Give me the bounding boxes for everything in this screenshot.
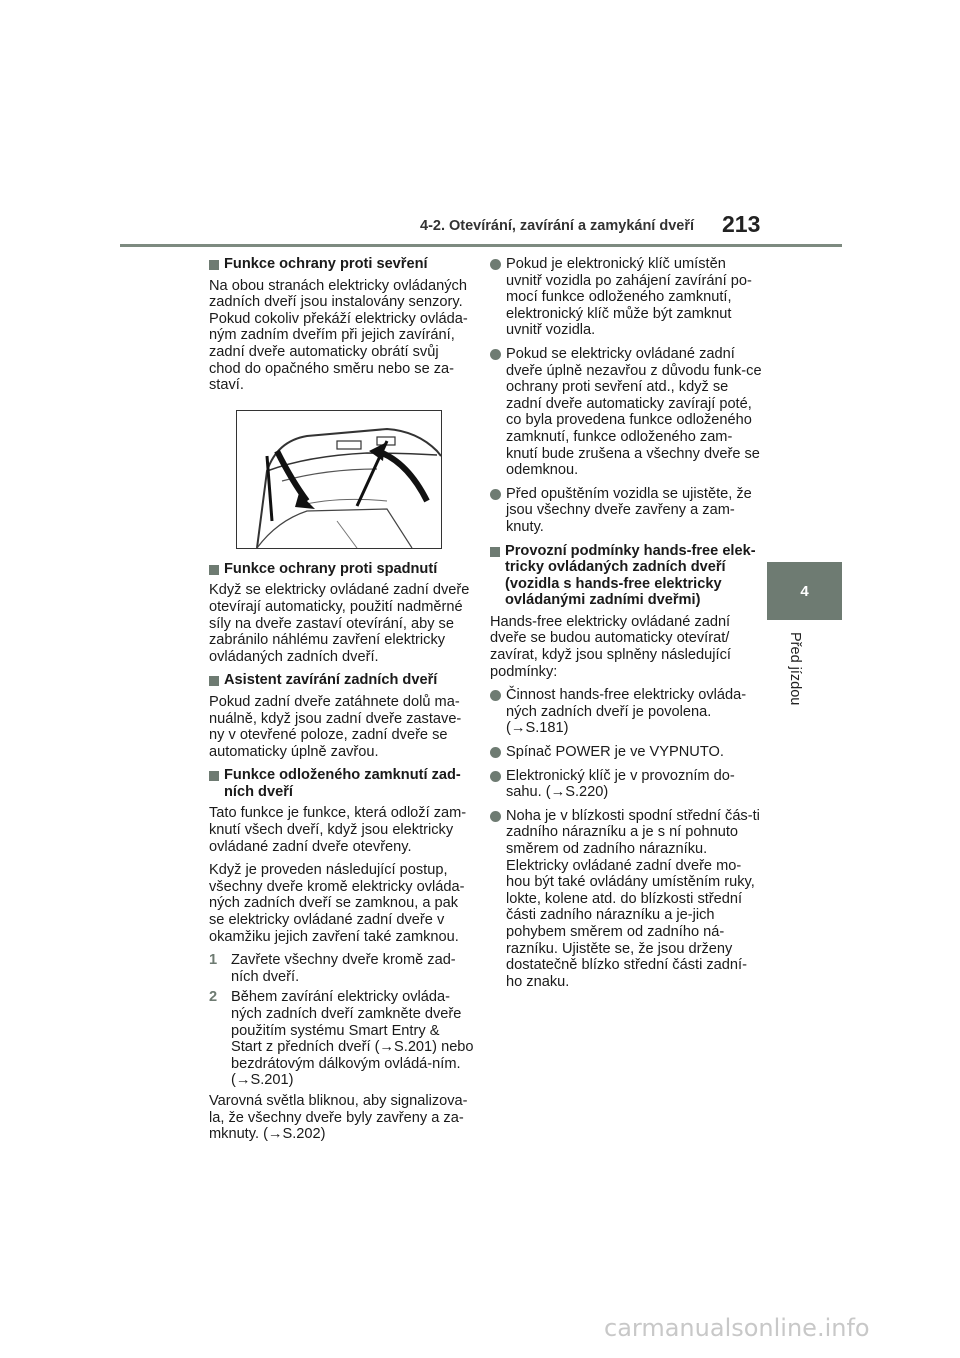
list-item: Spínač POWER je ve VYPNUTO.	[490, 744, 762, 761]
chapter-label: Před jízdou	[787, 632, 803, 706]
circle-bullet-icon	[490, 811, 501, 822]
paragraph: Když je proveden následující postup, všechny dveře kromě elektricky ovláda-ných zadních dveří se zamknou, a pak se elektricky ovládané zadní dveře v okamžiku jejich zavření také zamknou.	[209, 862, 465, 945]
paragraph: Varovná světla bliknou, aby signalizova-la, že všechny dveře byly zavřeny a za-mknuty. (→S.202)	[209, 1092, 468, 1143]
list-item: Noha je v blízkosti spodní střední čás-ti zadního nárazníku a je s ní pohnuto směrem od zadního nárazníku. Elektricky ovládané zadní dveře mo-hou být také ovládány umístěním ruky, lokte, kolene atd. do blízkosti střední části zadního nárazníku a je-jich pohybem směrem od zadního ná-razníku. Ujistěte se, že jsou drženy dostatečně blízko střední části zadní-ho znaku.	[490, 808, 762, 991]
circle-bullet-icon	[490, 349, 501, 360]
circle-bullet-icon	[490, 690, 501, 701]
circle-bullet-icon	[490, 771, 501, 782]
right-column	[490, 256, 762, 997]
section-title: 4-2. Otevírání, zavírání a zamykání dveří	[420, 218, 695, 234]
heading-hands-free-conditions: Provozní podmínky hands-free elek-tricky ovládaných zadních dveří (vozidla s hands-free elektricky ovládanými zadními dveřmi)	[490, 543, 762, 609]
square-bullet-icon	[490, 547, 500, 557]
square-bullet-icon	[209, 260, 219, 270]
watermark: carmanualsonline.info	[604, 1314, 870, 1342]
square-bullet-icon	[209, 771, 219, 781]
chapter-tab	[767, 562, 842, 620]
step-item: 2 Během zavírání elektricky ovláda-ných zadních dveří zamkněte dveře použitím systému Smart Entry & Start z předních dveří (→S.201) nebo bezdrátovým dálkovým ovládá-ním. (→S.201)	[209, 989, 474, 1089]
list-item: Elektronický klíč je v provozním do-sahu. (→S.220)	[490, 768, 762, 801]
header-divider	[120, 244, 842, 247]
list-item: Činnost hands-free elektricky ovláda-ných zadních dveří je povolena. (→S.181)	[490, 687, 762, 737]
heading-pinch-protection: Funkce ochrany proti sevření	[209, 256, 474, 273]
page-number: 213	[722, 211, 761, 237]
square-bullet-icon	[209, 565, 219, 575]
paragraph: Hands-free elektricky ovládané zadní dveře se budou automaticky otevírat/ zavírat, když jsou splněny následující podmínky:	[490, 613, 731, 680]
heading-fall-protection: Funkce ochrany proti spadnutí	[209, 561, 474, 578]
circle-bullet-icon	[490, 747, 501, 758]
tailgate-sensor-illustration	[236, 410, 442, 549]
circle-bullet-icon	[490, 259, 501, 270]
left-column	[209, 256, 474, 1150]
heading-closing-assist: Asistent zavírání zadních dveří	[209, 672, 474, 689]
chapter-number: 4	[800, 582, 809, 600]
square-bullet-icon	[209, 676, 219, 686]
paragraph: Když se elektricky ovládané zadní dveře otevírají automaticky, použití nadměrné síly na dveře zastaví otevírání, aby se zabránilo náhlému zavření elektricky ovládaných zadních dveří.	[209, 582, 470, 665]
list-item: Pokud se elektricky ovládané zadní dveře úplně nezavřou z důvodu funk-ce ochrany proti sevření atd., když se zadní dveře automaticky zavírají poté, co byla provedena funkce odloženého zamknutí, funkce odloženého zam-knutí bude zrušena a všechny dveře se odemknou.	[490, 346, 762, 479]
paragraph: Pokud zadní dveře zatáhnete dolů ma-nuálně, když jsou zadní dveře zastave-ny v otevřené poloze, zadní dveře se automaticky úplně zavřou.	[209, 693, 462, 760]
paragraph: Na obou stranách elektricky ovládaných zadních dveří jsou instalovány senzory. Pokud cokoliv překáží elektricky ovláda-ným zadním dveřím při jejich zavírání, zadní dveře automaticky obrátí svůj chod do opačného směru nebo se za-staví.	[209, 277, 468, 394]
heading-delayed-lock: Funkce odloženého zamknutí zad-ních dveří	[209, 767, 474, 800]
circle-bullet-icon	[490, 489, 501, 500]
paragraph: Tato funkce je funkce, která odloží zam-knutí všech dveří, když jsou elektricky ovládané zadní dveře otevřeny.	[209, 805, 467, 855]
list-item: Pokud je elektronický klíč umístěn uvnitř vozidla po zahájení zavírání po-mocí funkce odloženého zamknutí, elektronický klíč může být zamknut uvnitř vozidla.	[490, 256, 762, 339]
step-item: 1 Zavřete všechny dveře kromě zad-ních dveří.	[209, 952, 456, 985]
list-item: Před opuštěním vozidla se ujistěte, že jsou všechny dveře zavřeny a zam-knuty.	[490, 486, 762, 536]
